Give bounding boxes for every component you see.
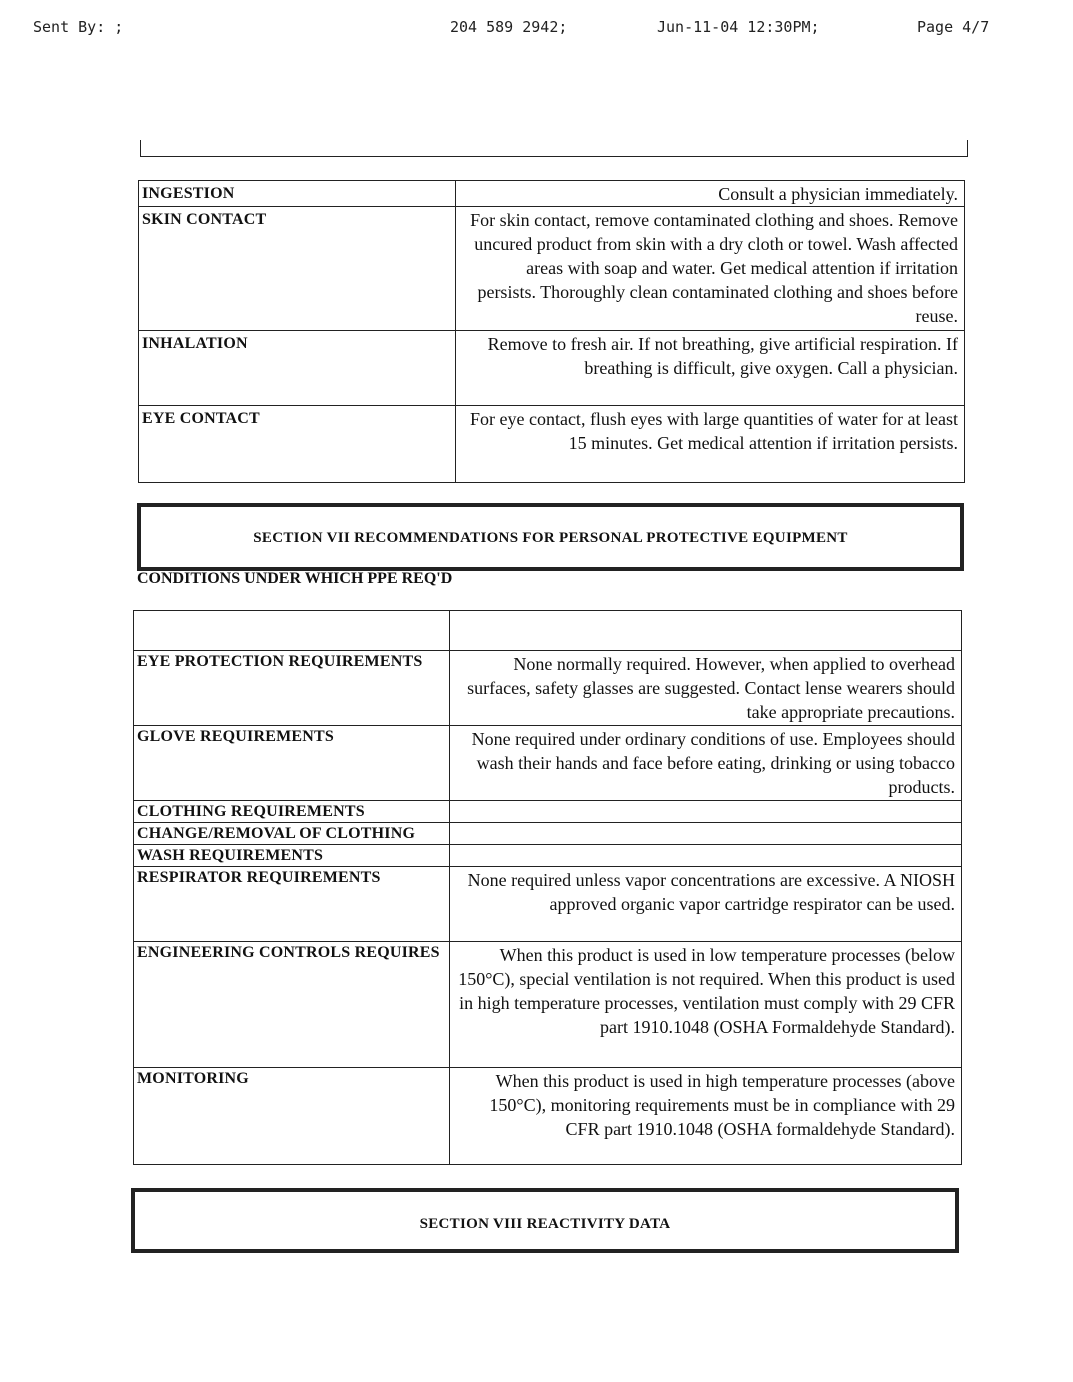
fax-datetime: Jun-11-04 12:30PM; [657,18,820,36]
table-row [134,823,962,845]
ppe-label [134,611,450,651]
table-row [134,942,962,1068]
ppe-label: MONITORING [134,1068,450,1165]
table-row [134,726,962,801]
fax-sent-by: Sent By: ; [33,18,124,36]
first-aid-value: For eye contact, flush eyes with large quantities of water for at least 15 minutes. Get medical attention if irritation persists. [456,406,965,483]
ppe-value: None normally required. However, when applied to overhead surfaces, safety glasses are suggested. Contact lense wearers should take appropriate precautions. [450,651,962,726]
table-row [134,611,962,651]
first-aid-label: INHALATION [139,331,456,406]
first-aid-value: Consult a physician immediately. [456,181,965,207]
ppe-table [133,610,962,1165]
fax-header [0,18,1073,38]
table-row [134,651,962,726]
ppe-value: None required unless vapor concentrations are excessive. A NIOSH approved organic vapor cartridge respirator can be used. [450,867,962,942]
table-row [134,801,962,823]
table-row [134,867,962,942]
ppe-value [450,611,962,651]
first-aid-label: EYE CONTACT [139,406,456,483]
ppe-label: WASH REQUIREMENTS [134,845,450,867]
table-row [134,845,962,867]
fax-page-number: Page 4/7 [917,18,990,36]
table-row [139,207,965,331]
fax-phone-number: 204 589 2942; [450,18,568,36]
first-aid-label: SKIN CONTACT [139,207,456,331]
ppe-value: None required under ordinary conditions of use. Employees should wash their hands and face before eating, drinking or using tobacco products. [450,726,962,801]
ppe-label: RESPIRATOR REQUIREMENTS [134,867,450,942]
ppe-value [450,801,962,823]
ppe-value: When this product is used in low temperature processes (below 150°C), special ventilation is not required. When this product is used in high temperature processes, ventilation must comply with 29 CFR part 1910.1048 (OSHA Formaldehyde Standard). [450,942,962,1068]
first-aid-value: For skin contact, remove contaminated clothing and shoes. Remove uncured product from skin with a dry cloth or towel. Wash affected areas with soap and water. Get medical attention if irritation persists. Thoroughly clean contaminated clothing and shoes before reuse. [456,207,965,331]
ppe-label: CHANGE/REMOVAL OF CLOTHING [134,823,450,845]
table-row [139,406,965,483]
first-aid-table [138,180,965,483]
ppe-label: ENGINEERING CONTROLS REQUIRES [134,942,450,1068]
table-row [139,331,965,406]
section-7-heading: SECTION VII RECOMMENDATIONS FOR PERSONAL PROTECTIVE EQUIPMENT [137,503,964,571]
table-row [134,1068,962,1165]
ppe-label: GLOVE REQUIREMENTS [134,726,450,801]
section-8-heading: SECTION VIII REACTIVITY DATA [131,1188,959,1253]
first-aid-value: Remove to fresh air. If not breathing, give artificial respiration. If breathing is difficult, give oxygen. Call a physician. [456,331,965,406]
ppe-value [450,823,962,845]
previous-table-bottom-rule [140,140,968,157]
ppe-conditions-label: CONDITIONS UNDER WHICH PPE REQ'D [137,570,453,587]
first-aid-label: INGESTION [139,181,456,207]
table-row [139,181,965,207]
ppe-value [450,845,962,867]
ppe-value: When this product is used in high temperature processes (above 150°C), monitoring requirements must be in compliance with 29 CFR part 1910.1048 (OSHA formaldehyde Standard). [450,1068,962,1165]
ppe-label: EYE PROTECTION REQUIREMENTS [134,651,450,726]
ppe-label: CLOTHING REQUIREMENTS [134,801,450,823]
